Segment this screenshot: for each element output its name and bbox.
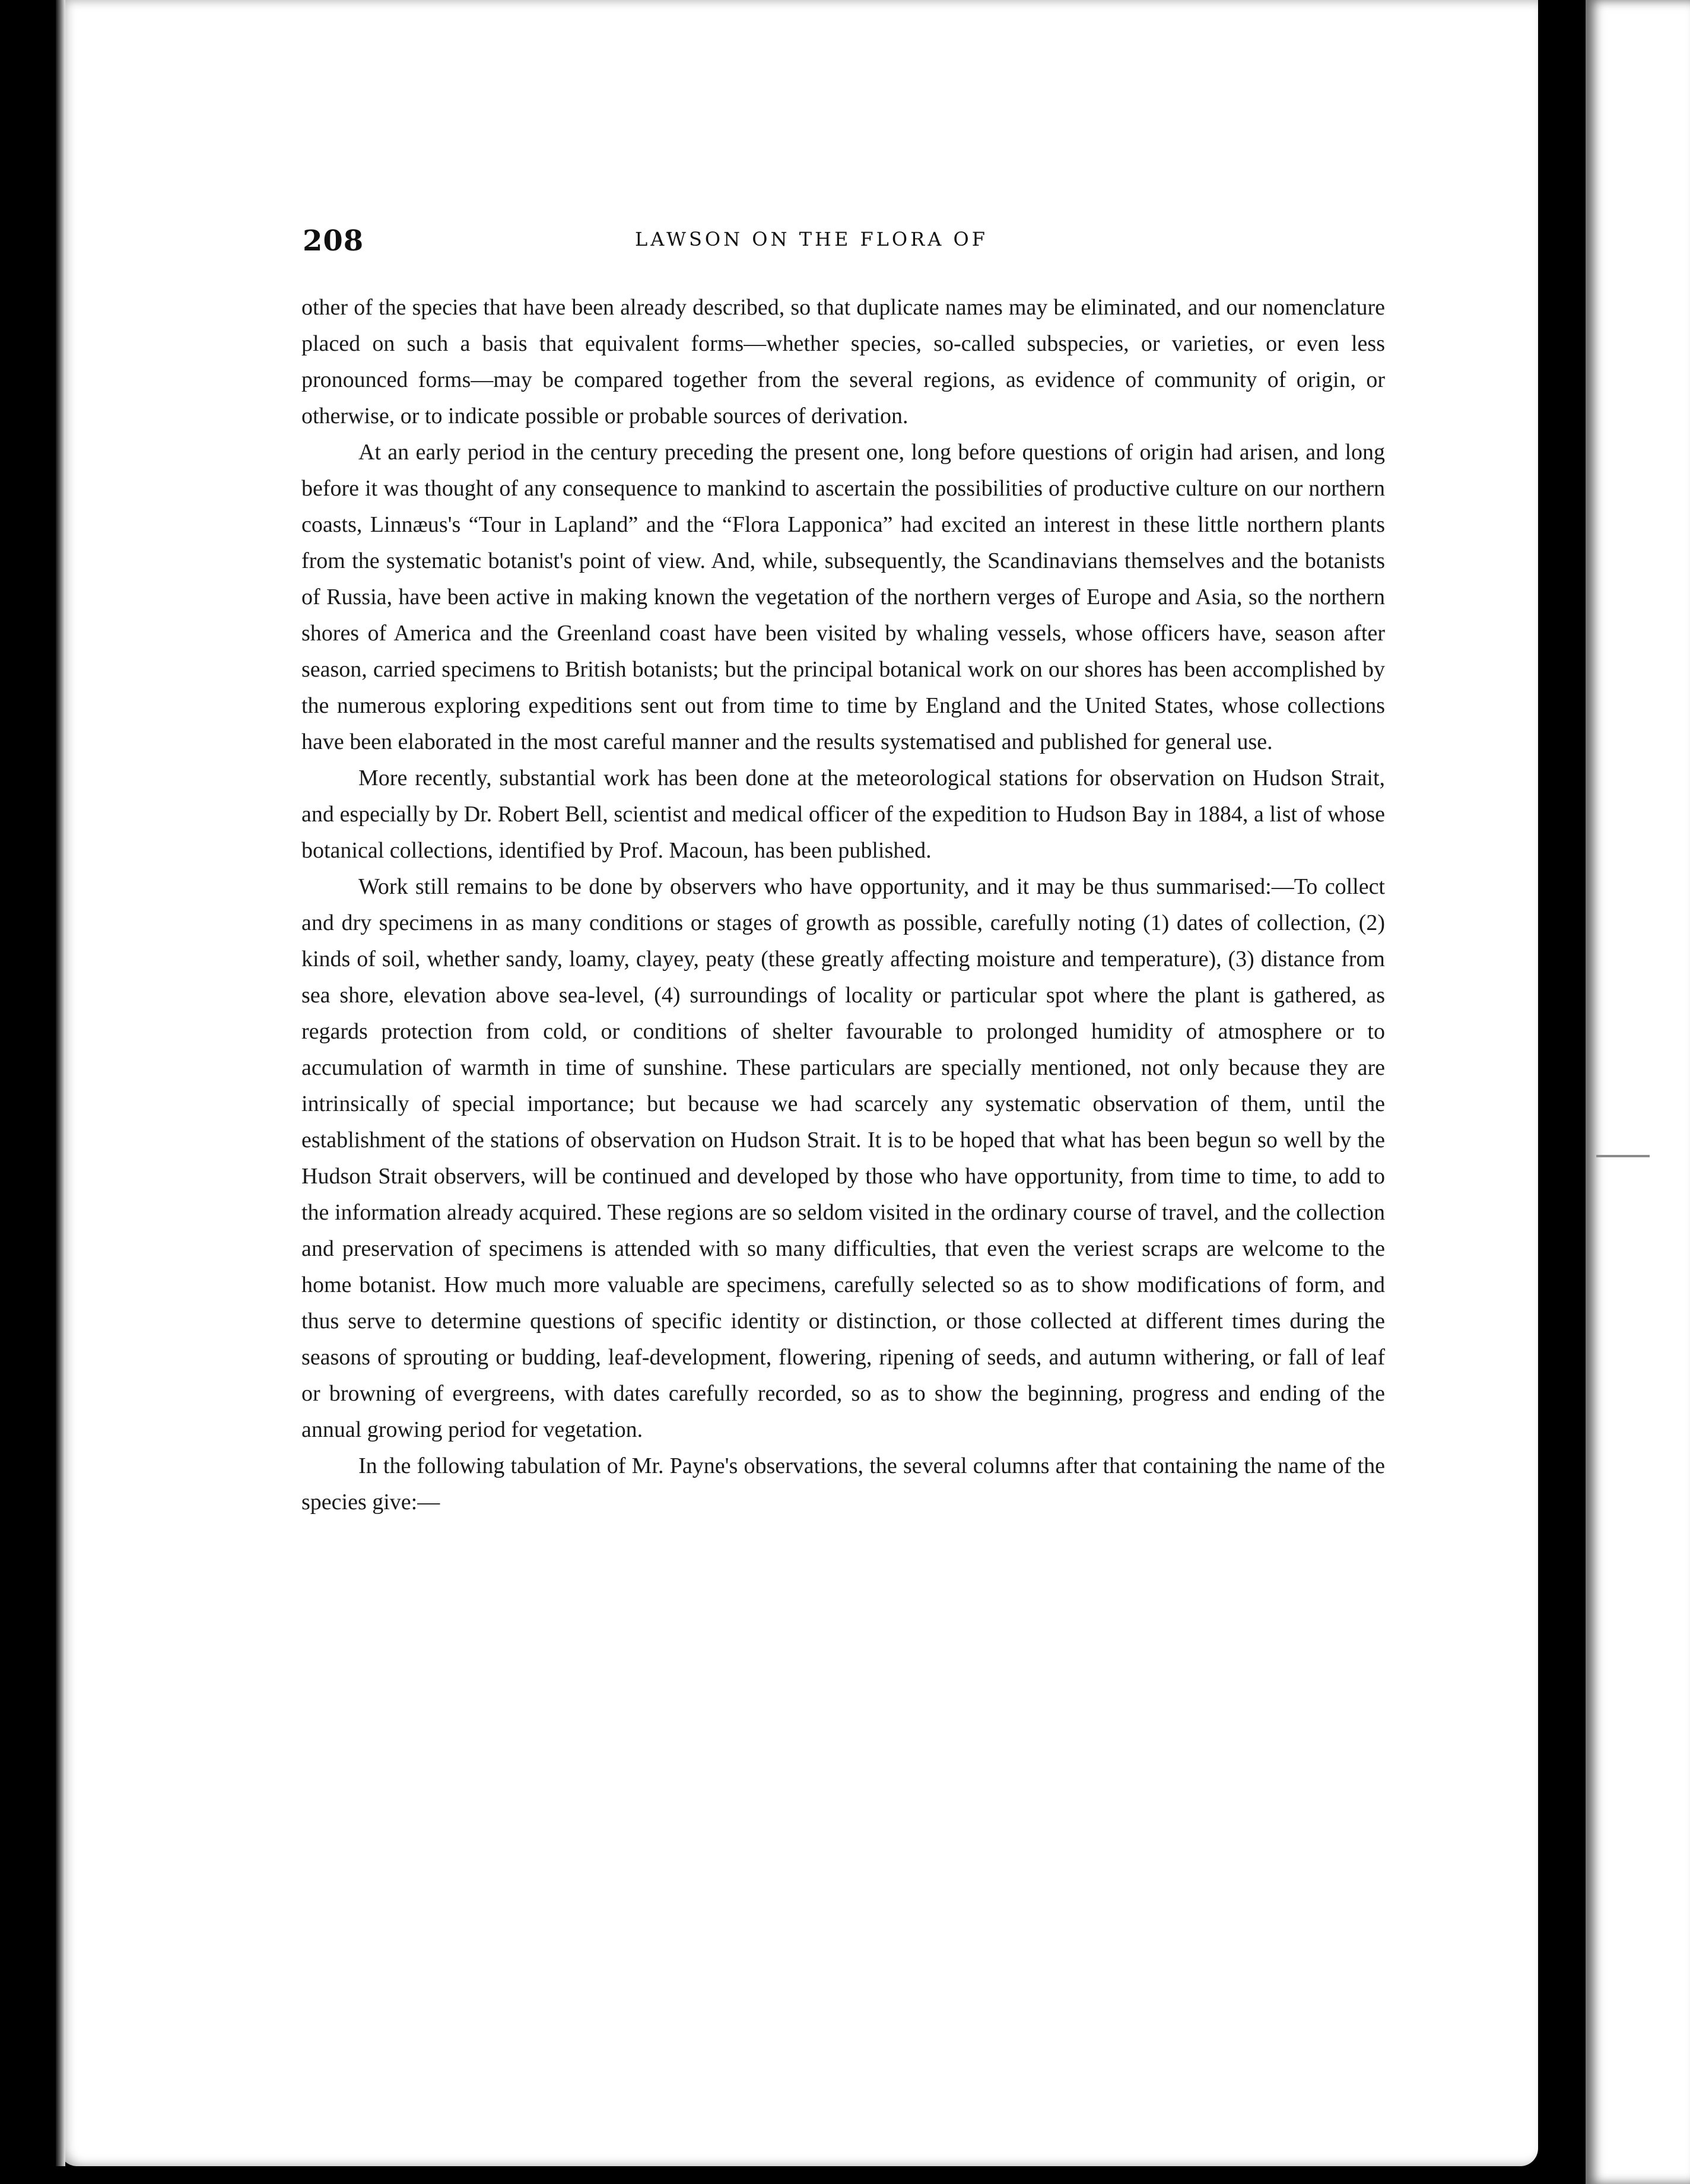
adjacent-page-mark <box>1596 1155 1650 1157</box>
running-title: LAWSON ON THE FLORA OF <box>635 228 988 250</box>
binding-gutter <box>1538 0 1586 2184</box>
paragraph-linnaeus: At an early period in the century preceding the present one, long before questions of origin had arisen, and long before it was thought of any consequence to mankind to ascertain the possibilities of productive culture on our northern coasts, Linnæus's “Tour in Lapland” and the “Flora Lapponica” had excited an interest in these little northern plants from the systematic botanist's point of view. And, while, subsequently, the Scandinavians themselves and the botanists of Russia, have been active in making known the vegetation of the northern verges of Europe and Asia, so the northern shores of America and the Greenland coast have been visited by whaling vessels, whose officers have, season after season, carried specimens to British botanists; but the principal botanical work on our shores has been accomplished by the numerous exploring expeditions sent out from time to time by England and the United States, whose collections have been elaborated in the most careful manner and the results systematised and published for general use. <box>301 440 1385 754</box>
adjacent-page-edge <box>1586 0 1690 2184</box>
page-number: 208 <box>303 224 364 258</box>
paragraph-work-remains: Work still remains to be done by observers who have opportunity, and it may be thus summarised:—To collect and dry specimens in as many conditions or stages of growth as possible, carefully noting (1) dates of collection, (2) kinds of soil, whether sandy, loamy, clayey, peaty (these greatly affecting moisture and temperature), (3) distance from sea shore, elevation above sea-level, (4) surroundings of locality or particular spot where the plant is gathered, as regards protection from cold, or conditions of shelter favourable to prolonged humidity of atmosphere or to accumulation of warmth in time of sunshine. These particulars are specially mentioned, not only because they are intrinsically of special importance; but because we had scarcely any systematic observation of them, until the establishment of the stations of observation on Hudson Strait. It is to be hoped that what has been begun so well by the Hudson Strait observers, will be continued and developed by those who have opportunity, from time to time, to add to the information already acquired. These regions are so seldom visited in the ordinary course of travel, and the collection and preservation of specimens is attended with so many difficulties, that even the veriest scraps are welcome to the home botanist. How much more valuable are specimens, carefully selected so as to show modifications of form, and thus serve to determine questions of specific identity or distinction, or those collected at different times during the seasons of sprouting or budding, leaf-development, flowering, ripening of seeds, and autumn withering, or fall of leaf or browning of evergreens, with dates carefully recorded, so as to show the beginning, progress and ending of the annual growing period for vegetation. <box>301 874 1385 1442</box>
page-left-edge <box>56 0 65 2166</box>
paragraph-continuation: other of the species that have been already described, so that duplicate names may be eliminated, and our nomenclature placed on such a basis that equivalent forms—whether species, so-called subspecies, or varieties, or even less pronounced forms—may be compared together from the several regions, as evidence of community of origin, or otherwise, or to indicate possible or probable sources of derivation. <box>301 295 1385 428</box>
paragraph-tabulation: In the following tabulation of Mr. Payne's observations, the several columns after that containing the name of the species give:— <box>301 1453 1385 1515</box>
body-text <box>301 290 1385 1520</box>
paragraph-hudson-strait: More recently, substantial work has been done at the meteorological stations for observation on Hudson Strait, and especially by Dr. Robert Bell, scientist and medical officer of the expedition to Hudson Bay in 1884, a list of whose botanical collections, identified by Prof. Macoun, has been published. <box>301 766 1385 863</box>
running-head <box>303 224 1383 258</box>
